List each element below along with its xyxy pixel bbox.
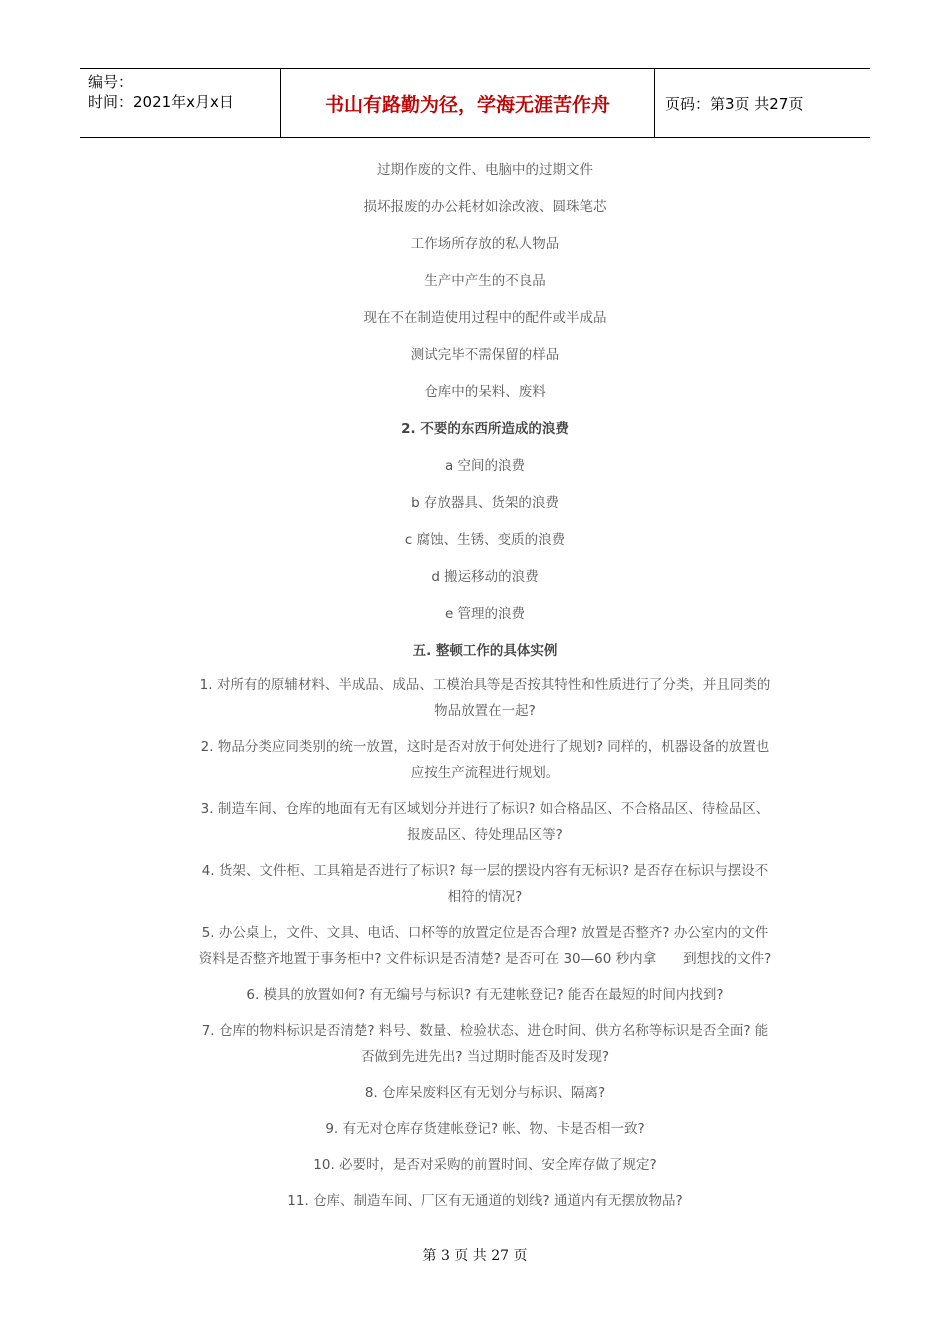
question-line: 6. 模具的放置如何? 有无编号与标识? 有无建帐登记? 能否在最短的时间内找到? xyxy=(246,987,724,1003)
header-meta-cell xyxy=(80,69,281,137)
list-item: a 空间的浪费 xyxy=(444,458,526,474)
section-2-title: 2. 不要的东西所造成的浪费 xyxy=(401,421,569,437)
page-header xyxy=(80,68,870,138)
question-item xyxy=(160,982,810,1008)
question-line: 否做到先进先出? 当过期时能否及时发现? xyxy=(360,1049,610,1065)
page-footer: 第 3 页 共 27 页 xyxy=(422,1248,528,1264)
document-body xyxy=(160,160,810,1214)
question-item xyxy=(160,734,810,786)
question-line: 9. 有无对仓库存货建帐登记? 帐、物、卡是否相一致? xyxy=(325,1121,645,1137)
question-line: 资料是否整齐地置于事务柜中? 文件标识是否清楚? 是否可在 30—60 秒内拿 到想找的文件? xyxy=(198,951,772,967)
question-line: 11. 仓库、制造车间、厂区有无通道的划线? 通道内有无摆放物品? xyxy=(287,1193,683,1209)
question-line: 7. 仓库的物料标识是否清楚? 料号、数量、检验状态、进仓时间、供方名称等标识是否全面? 能 xyxy=(201,1023,769,1039)
question-line: 报废品区、待处理品区等? xyxy=(407,827,563,843)
time-label: 时间：2021年x月x日 xyxy=(88,93,234,111)
question-line: 4. 货架、文件柜、工具箱是否进行了标识? 每一层的摆设内容有无标识? 是否存在标识与摆设不 xyxy=(201,863,769,879)
question-item xyxy=(160,1080,810,1106)
question-line: 2. 物品分类应同类别的统一放置，这时是否对放于何处进行了规划? 同样的，机器设备的放置也 xyxy=(200,739,770,755)
question-item xyxy=(160,858,810,910)
header-motto-cell xyxy=(281,69,655,137)
list-item: d 搬运移动的浪费 xyxy=(431,569,539,585)
list-item: 生产中产生的不良品 xyxy=(424,273,546,289)
waste-list xyxy=(160,456,810,624)
list-item: 测试完毕不需保留的样品 xyxy=(410,347,560,363)
list-item: 损坏报废的办公耗材如涂改液、圆珠笔芯 xyxy=(363,199,607,215)
question-item xyxy=(160,796,810,848)
list-item: 现在不在制造使用过程中的配件或半成品 xyxy=(363,310,607,326)
question-line: 相符的情况? xyxy=(447,889,523,905)
list-item: 工作场所存放的私人物品 xyxy=(410,236,560,252)
list-item: c 腐蚀、生锈、变质的浪费 xyxy=(404,532,566,548)
header-page-cell xyxy=(655,69,870,137)
question-item xyxy=(160,672,810,724)
list-item: 仓库中的呆料、废料 xyxy=(424,384,546,400)
section-5-title: 五. 整顿工作的具体实例 xyxy=(412,643,558,659)
page-info: 页码：第3页 共27页 xyxy=(665,94,804,113)
questions-list xyxy=(160,672,810,1214)
question-line: 3. 制造车间、仓库的地面有无有区域划分并进行了标识? 如合格品区、不合格品区、待检品区、 xyxy=(200,801,770,817)
question-line: 5. 办公桌上，文件、文具、电话、口杯等的放置定位是否合理? 放置是否整齐? 办公室内的文件 xyxy=(201,925,769,941)
list-item: e 管理的浪费 xyxy=(444,606,526,622)
question-item xyxy=(160,920,810,972)
question-line: 应按生产流程进行规划。 xyxy=(410,765,560,781)
unneeded-items-list xyxy=(160,160,810,402)
question-line: 1. 对所有的原辅材料、半成品、成品、工模治具等是否按其特性和性质进行了分类，并且同类的 xyxy=(199,677,771,693)
number-label: 编号： xyxy=(88,73,134,91)
question-line: 8. 仓库呆废料区有无划分与标识、隔离? xyxy=(364,1085,606,1101)
question-line: 物品放置在一起? xyxy=(434,703,536,719)
list-item: b 存放器具、货架的浪费 xyxy=(411,495,559,511)
motto: 书山有路勤为径，学海无涯苦作舟 xyxy=(324,93,610,116)
question-item xyxy=(160,1116,810,1142)
question-item xyxy=(160,1188,810,1214)
question-line: 10. 必要时，是否对采购的前置时间、安全库存做了规定? xyxy=(313,1157,657,1173)
list-item: 过期作废的文件、电脑中的过期文件 xyxy=(377,162,593,178)
question-item xyxy=(160,1018,810,1070)
question-item xyxy=(160,1152,810,1178)
